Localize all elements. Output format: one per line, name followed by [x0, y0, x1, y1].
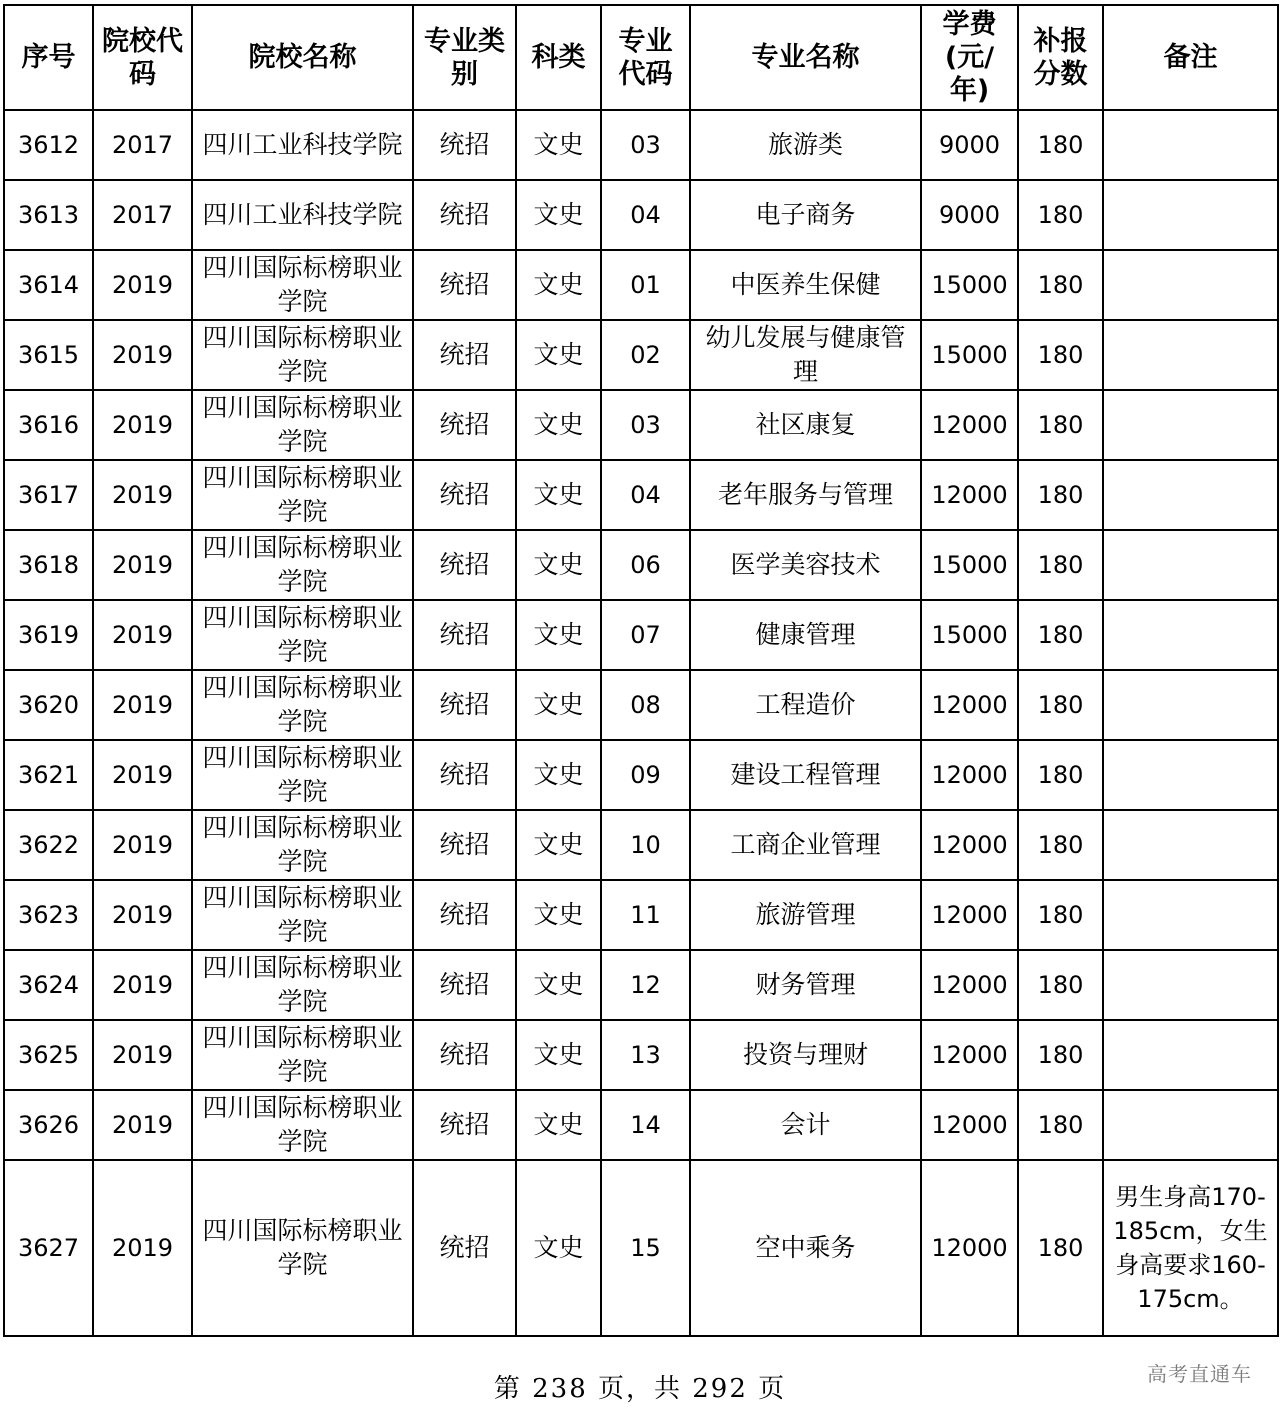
- cell-school-code: 2019: [93, 390, 192, 460]
- cell-school-code: 2019: [93, 460, 192, 530]
- cell-score: 180: [1018, 950, 1103, 1020]
- cell-major-type: 统招: [413, 320, 516, 390]
- cell-major-name: 建设工程管理: [690, 740, 921, 810]
- cell-subject: 文史: [516, 740, 601, 810]
- cell-subject: 文史: [516, 1090, 601, 1160]
- cell-note: [1103, 950, 1278, 1020]
- cell-major-name: 旅游类: [690, 110, 921, 180]
- cell-note: [1103, 110, 1278, 180]
- cell-seq: 3618: [4, 530, 93, 600]
- cell-subject: 文史: [516, 810, 601, 880]
- table-row: [4, 950, 1278, 1020]
- cell-school-code: 2019: [93, 670, 192, 740]
- cell-school-name: 四川国际标榜职业学院: [192, 880, 413, 950]
- cell-seq: 3627: [4, 1160, 93, 1336]
- cell-note: [1103, 250, 1278, 320]
- page-number-footer: 第 238 页，共 292 页: [493, 1374, 787, 1404]
- cell-school-name: 四川国际标榜职业学院: [192, 320, 413, 390]
- cell-score: 180: [1018, 530, 1103, 600]
- cell-subject: 文史: [516, 460, 601, 530]
- table-row: [4, 740, 1278, 810]
- cell-tuition: 12000: [921, 1020, 1018, 1090]
- cell-school-name: 四川国际标榜职业学院: [192, 250, 413, 320]
- cell-tuition: 15000: [921, 320, 1018, 390]
- table-row: [4, 460, 1278, 530]
- cell-school-code: 2017: [93, 110, 192, 180]
- cell-major-name: 健康管理: [690, 600, 921, 670]
- cell-major-name: 医学美容技术: [690, 530, 921, 600]
- cell-school-code: 2019: [93, 1160, 192, 1336]
- cell-major-type: 统招: [413, 250, 516, 320]
- cell-seq: 3621: [4, 740, 93, 810]
- cell-seq: 3619: [4, 600, 93, 670]
- cell-major-name: 电子商务: [690, 180, 921, 250]
- cell-major-code: 11: [601, 880, 690, 950]
- cell-tuition: 9000: [921, 110, 1018, 180]
- cell-major-code: 04: [601, 180, 690, 250]
- cell-major-name: 社区康复: [690, 390, 921, 460]
- cell-school-code: 2019: [93, 250, 192, 320]
- cell-note: [1103, 530, 1278, 600]
- cell-score: 180: [1018, 460, 1103, 530]
- cell-major-name: 投资与理财: [690, 1020, 921, 1090]
- table-row: [4, 320, 1278, 390]
- cell-note: [1103, 390, 1278, 460]
- table-body: [4, 110, 1278, 1336]
- cell-major-type: 统招: [413, 670, 516, 740]
- header-note: 备注: [1103, 5, 1278, 110]
- table-row: [4, 1020, 1278, 1090]
- cell-seq: 3626: [4, 1090, 93, 1160]
- cell-seq: 3615: [4, 320, 93, 390]
- cell-major-name: 空中乘务: [690, 1160, 921, 1336]
- cell-major-code: 04: [601, 460, 690, 530]
- cell-major-code: 13: [601, 1020, 690, 1090]
- cell-major-code: 06: [601, 530, 690, 600]
- table-row: [4, 530, 1278, 600]
- cell-score: 180: [1018, 250, 1103, 320]
- cell-tuition: 12000: [921, 810, 1018, 880]
- cell-tuition: 12000: [921, 390, 1018, 460]
- table-row: [4, 880, 1278, 950]
- cell-score: 180: [1018, 880, 1103, 950]
- cell-subject: 文史: [516, 1020, 601, 1090]
- cell-seq: 3614: [4, 250, 93, 320]
- cell-seq: 3613: [4, 180, 93, 250]
- cell-tuition: 15000: [921, 530, 1018, 600]
- cell-major-type: 统招: [413, 180, 516, 250]
- cell-tuition: 15000: [921, 250, 1018, 320]
- cell-score: 180: [1018, 810, 1103, 880]
- cell-major-name: 工商企业管理: [690, 810, 921, 880]
- cell-major-code: 15: [601, 1160, 690, 1336]
- cell-score: 180: [1018, 600, 1103, 670]
- table-row: [4, 670, 1278, 740]
- cell-tuition: 12000: [921, 1090, 1018, 1160]
- cell-school-code: 2019: [93, 740, 192, 810]
- header-school-name: 院校名称: [192, 5, 413, 110]
- cell-note: [1103, 600, 1278, 670]
- cell-major-code: 07: [601, 600, 690, 670]
- cell-major-code: 01: [601, 250, 690, 320]
- cell-subject: 文史: [516, 530, 601, 600]
- table-row: [4, 180, 1278, 250]
- cell-note: [1103, 180, 1278, 250]
- header-row: [4, 5, 1278, 110]
- cell-subject: 文史: [516, 1160, 601, 1336]
- cell-school-name: 四川工业科技学院: [192, 110, 413, 180]
- cell-tuition: 12000: [921, 880, 1018, 950]
- cell-major-code: 08: [601, 670, 690, 740]
- cell-school-name: 四川工业科技学院: [192, 180, 413, 250]
- cell-major-type: 统招: [413, 390, 516, 460]
- cell-note: [1103, 810, 1278, 880]
- header-major-name: 专业名称: [690, 5, 921, 110]
- table-row: [4, 1090, 1278, 1160]
- cell-score: 180: [1018, 320, 1103, 390]
- cell-seq: 3612: [4, 110, 93, 180]
- cell-note: 男生身高170-185cm，女生身高要求160-175cm。: [1103, 1160, 1278, 1336]
- cell-note: [1103, 460, 1278, 530]
- cell-note: [1103, 880, 1278, 950]
- cell-major-type: 统招: [413, 110, 516, 180]
- cell-school-name: 四川国际标榜职业学院: [192, 810, 413, 880]
- cell-school-name: 四川国际标榜职业学院: [192, 670, 413, 740]
- header-score: 补报分数: [1018, 5, 1103, 110]
- cell-school-code: 2019: [93, 320, 192, 390]
- cell-major-name: 会计: [690, 1090, 921, 1160]
- cell-tuition: 12000: [921, 740, 1018, 810]
- table-row: [4, 250, 1278, 320]
- cell-major-type: 统招: [413, 880, 516, 950]
- cell-subject: 文史: [516, 250, 601, 320]
- cell-subject: 文史: [516, 670, 601, 740]
- cell-score: 180: [1018, 110, 1103, 180]
- cell-seq: 3617: [4, 460, 93, 530]
- cell-note: [1103, 320, 1278, 390]
- cell-note: [1103, 1090, 1278, 1160]
- cell-school-code: 2019: [93, 600, 192, 670]
- cell-subject: 文史: [516, 600, 601, 670]
- cell-major-code: 12: [601, 950, 690, 1020]
- cell-major-name: 旅游管理: [690, 880, 921, 950]
- header-school-code: 院校代码: [93, 5, 192, 110]
- cell-major-code: 03: [601, 110, 690, 180]
- cell-seq: 3625: [4, 1020, 93, 1090]
- cell-major-type: 统招: [413, 1020, 516, 1090]
- table-row: [4, 600, 1278, 670]
- cell-major-code: 02: [601, 320, 690, 390]
- cell-note: [1103, 670, 1278, 740]
- cell-school-code: 2019: [93, 880, 192, 950]
- cell-score: 180: [1018, 180, 1103, 250]
- cell-subject: 文史: [516, 180, 601, 250]
- cell-school-name: 四川国际标榜职业学院: [192, 740, 413, 810]
- cell-score: 180: [1018, 740, 1103, 810]
- cell-school-code: 2019: [93, 530, 192, 600]
- header-major-code: 专业代码: [601, 5, 690, 110]
- cell-major-code: 09: [601, 740, 690, 810]
- header-seq: 序号: [4, 5, 93, 110]
- cell-school-code: 2019: [93, 1020, 192, 1090]
- table-row: [4, 110, 1278, 180]
- cell-subject: 文史: [516, 390, 601, 460]
- cell-school-name: 四川国际标榜职业学院: [192, 460, 413, 530]
- cell-seq: 3616: [4, 390, 93, 460]
- cell-major-name: 工程造价: [690, 670, 921, 740]
- cell-tuition: 12000: [921, 950, 1018, 1020]
- header-major-type: 专业类别: [413, 5, 516, 110]
- cell-school-name: 四川国际标榜职业学院: [192, 950, 413, 1020]
- cell-score: 180: [1018, 1090, 1103, 1160]
- cell-school-name: 四川国际标榜职业学院: [192, 600, 413, 670]
- admissions-table: [3, 4, 1279, 1337]
- cell-score: 180: [1018, 670, 1103, 740]
- cell-school-name: 四川国际标榜职业学院: [192, 1090, 413, 1160]
- cell-major-type: 统招: [413, 740, 516, 810]
- cell-major-type: 统招: [413, 810, 516, 880]
- cell-score: 180: [1018, 1020, 1103, 1090]
- cell-school-name: 四川国际标榜职业学院: [192, 530, 413, 600]
- table-row: [4, 1160, 1278, 1336]
- table-row: [4, 810, 1278, 880]
- cell-major-code: 14: [601, 1090, 690, 1160]
- cell-tuition: 15000: [921, 600, 1018, 670]
- cell-major-type: 统招: [413, 950, 516, 1020]
- cell-tuition: 12000: [921, 1160, 1018, 1336]
- cell-note: [1103, 1020, 1278, 1090]
- cell-seq: 3622: [4, 810, 93, 880]
- cell-score: 180: [1018, 1160, 1103, 1336]
- cell-subject: 文史: [516, 320, 601, 390]
- cell-major-type: 统招: [413, 1160, 516, 1336]
- cell-school-name: 四川国际标榜职业学院: [192, 1020, 413, 1090]
- cell-school-code: 2019: [93, 810, 192, 880]
- cell-seq: 3620: [4, 670, 93, 740]
- cell-school-code: 2019: [93, 1090, 192, 1160]
- cell-seq: 3624: [4, 950, 93, 1020]
- cell-subject: 文史: [516, 950, 601, 1020]
- table-row: [4, 390, 1278, 460]
- header-subject: 科类: [516, 5, 601, 110]
- cell-subject: 文史: [516, 880, 601, 950]
- watermark-text: 高考直通车: [1147, 1362, 1252, 1386]
- cell-major-code: 10: [601, 810, 690, 880]
- cell-tuition: 12000: [921, 670, 1018, 740]
- cell-score: 180: [1018, 390, 1103, 460]
- cell-school-code: 2019: [93, 950, 192, 1020]
- cell-major-name: 中医养生保健: [690, 250, 921, 320]
- cell-school-name: 四川国际标榜职业学院: [192, 1160, 413, 1336]
- cell-major-name: 老年服务与管理: [690, 460, 921, 530]
- cell-seq: 3623: [4, 880, 93, 950]
- cell-major-name: 幼儿发展与健康管理: [690, 320, 921, 390]
- cell-note: [1103, 740, 1278, 810]
- cell-school-code: 2017: [93, 180, 192, 250]
- cell-tuition: 9000: [921, 180, 1018, 250]
- cell-major-type: 统招: [413, 1090, 516, 1160]
- cell-major-code: 03: [601, 390, 690, 460]
- cell-school-name: 四川国际标榜职业学院: [192, 390, 413, 460]
- cell-major-type: 统招: [413, 530, 516, 600]
- header-tuition: 学费(元/年): [921, 5, 1018, 110]
- cell-major-name: 财务管理: [690, 950, 921, 1020]
- cell-major-type: 统招: [413, 600, 516, 670]
- cell-major-type: 统招: [413, 460, 516, 530]
- cell-subject: 文史: [516, 110, 601, 180]
- cell-tuition: 12000: [921, 460, 1018, 530]
